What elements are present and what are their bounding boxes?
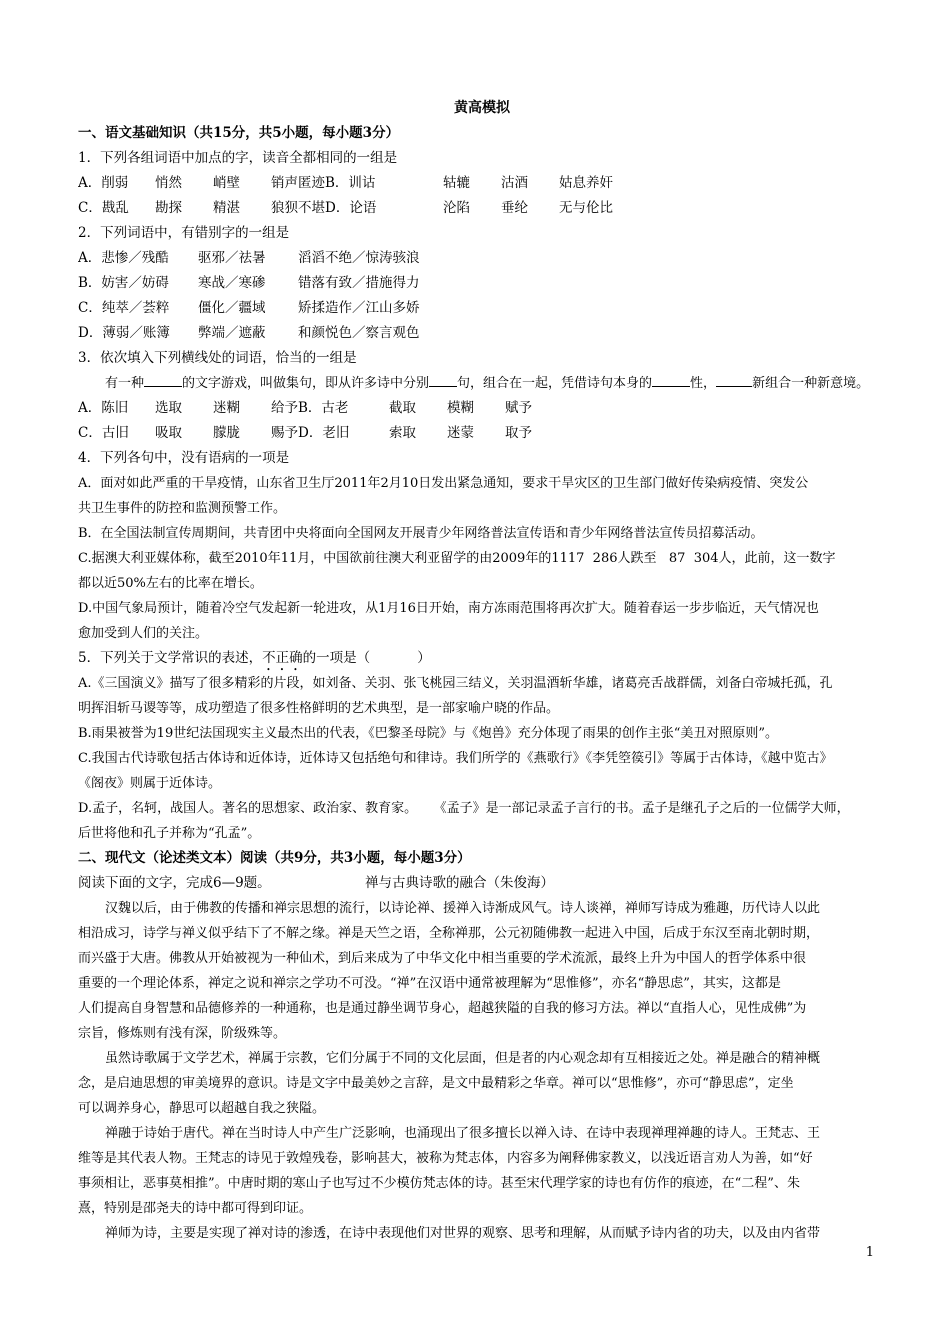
q2-c-1: C．纯萃／荟粹 — [78, 300, 170, 316]
q3-a-w7: 赋予 — [505, 400, 532, 416]
q3-a-w1: A．陈旧 — [78, 400, 129, 416]
p3-line4: 熹，特别是邵尧夫的诗中都可得到印证。 — [78, 1201, 313, 1216]
q3-c-w4: 赐予D．老旧 — [271, 425, 350, 441]
q3-a-w5: 截取 — [389, 400, 416, 416]
q3-text-4: 性， — [690, 376, 717, 391]
q3-c-w6: 迷蒙 — [447, 425, 474, 441]
p1-line4: 重要的一个理论体系，禅定之说和禅宗之学功不可没。“禅”在汉语中通常被理解为“思惟修”，亦名“静思虑”，其实，这都是 — [78, 976, 781, 991]
q1-c-w5: 沦陷 — [443, 200, 470, 216]
q5-stem-tail: 的一项是（ ） — [302, 650, 431, 666]
q2-option-d — [78, 321, 886, 346]
reading-instructions: 阅读下面的文字，完成6—9题。 — [78, 875, 271, 891]
q5-stem-text: 5．下列关于文学常识的表述， — [78, 650, 263, 666]
q2-b-2: 寒战／寒碜 — [198, 275, 266, 291]
p2-line1: 虽然诗歌属于文学艺术，禅属于宗教，它们分属于不同的文化层面，但是者的内心观念却有互相接近之处。禅是融合的精神概 — [105, 1051, 821, 1066]
q1-c-w3: 精湛 — [213, 200, 240, 216]
q2-d-3: 和颜悦色／察言观色 — [298, 325, 420, 341]
document-title: 黄高模拟 — [454, 100, 510, 116]
q2-c-3: 矫揉造作／江山多娇 — [298, 300, 420, 316]
q4-option-d-line2: 愈加受到人们的关注。 — [78, 626, 209, 641]
q3-text-2: 的文字游戏，叫做集句，即从许多诗中分别 — [182, 376, 430, 391]
q5-option-d-line1: D.孟子，名轲，战国人。著名的思想家、政治家、教育家。 《孟子》是一部记录孟子言行的书。孟子是继孔子之后的一位儒学大师， — [78, 801, 850, 816]
p1-line6: 宗旨，修炼则有浅有深，阶级殊等。 — [78, 1026, 287, 1041]
q1-a-w5: 轱辘 — [443, 175, 470, 191]
q1-a-w6: 沽酒 — [501, 175, 528, 191]
q3-c-w3: 朦胧 — [213, 425, 240, 441]
p1-line3: 而兴盛于大唐。佛教从开始被视为一种仙术，到后来成为了中华文化中相当重要的学术流派，最终上升为中国人的哲学体系中很 — [78, 951, 807, 966]
q2-a-3: 滔滔不绝／惊涛骇浪 — [298, 250, 420, 266]
q1-a-w4: 销声匿迹B．训诂 — [271, 175, 376, 191]
p1-line5: 人们提高自身智慧和品德修养的一种通称，也是通过静坐调节身心，超越狭隘的自我的修习方法。禅以“直指人心，见性成佛”为 — [78, 1001, 807, 1016]
q4-option-b: B．在全国法制宣传周期间，共青团中央将面向全国网友开展青少年网络普法宣传语和青少年网络普法宣传员招募活动。 — [78, 526, 764, 541]
q5-option-a-line1: A.《三国演义》描写了很多精彩的片段，如刘备、关羽、张飞桃园三结义，关羽温酒斩华雄，诸葛亮舌战群儒，刘备白帝城托孤，孔 — [78, 676, 833, 691]
article-title: 禅与古典诗歌的融合（朱俊海） — [365, 875, 554, 891]
q3-a-w6: 模糊 — [447, 400, 474, 416]
p2-line3: 可以调养身心，静思可以超越自我之狭隘。 — [78, 1101, 326, 1116]
q3-c-w5: 索取 — [389, 425, 416, 441]
q4-option-c-line1: C.据澳大利亚媒体称，截至2010年11月，中国欲前往澳大利亚留学的由2009年的1117 286人跌至 87 304人，此前，这一数字 — [78, 551, 836, 566]
p1-line1: 汉魏以后，由于佛教的传播和禅宗思想的流行，以诗论禅、援禅入诗渐成风气。诗人谈禅，禅师写诗成为雅趣，历代诗人以此 — [105, 901, 821, 916]
section-2-heading: 二、现代文（论述类文本）阅读（共9分，共3小题，每小题3分） — [78, 850, 471, 866]
q3-text-1: 有一种 — [105, 376, 145, 391]
p3-line3: 事须相让，恶事莫相推”。中唐时期的寒山子也写过不少模仿梵志体的诗。甚至宋代理学家的诗也有仿作的痕迹，在“二程”、朱 — [78, 1176, 800, 1191]
q4-option-c-line2: 都以近50%左右的比率在增长。 — [78, 576, 263, 591]
q1-stem: 1．下列各组词语中加点的字，读音全都相同的一组是 — [78, 150, 398, 166]
p2-line2: 念，是启迪思想的审美境界的意识。诗是文字中最美妙之言辞，是文中最精彩之华章。禅可以“思惟修”，亦可“静思虑”，定坐 — [78, 1076, 794, 1091]
q3-a-w4: 给予B．古老 — [271, 400, 349, 416]
section-1-heading: 一、语文基础知识（共15分，共5小题，每小题3分） — [78, 125, 400, 141]
q3-blank-1 — [144, 372, 182, 387]
q4-option-a-line2: 共卫生事件的防控和监测预警工作。 — [78, 501, 287, 516]
q3-blank-3 — [652, 372, 690, 387]
q5-option-a-line2: 明挥泪斩马谡等等，成功塑造了很多性格鲜明的艺术典型，是一部家喻户晓的作品。 — [78, 701, 560, 716]
q1-a-w3: 峭壁 — [213, 175, 240, 191]
q1-c-w7: 无与伦比 — [559, 200, 613, 216]
q1-a-w2: 悄然 — [155, 175, 182, 191]
document-page — [78, 95, 886, 1246]
q4-option-d-line1: D.中国气象局预计，随着冷空气发起新一轮进攻，从1月16日开始，南方冻雨范围将再次扩大。随着春运一步步临近，天气情况也 — [78, 601, 819, 616]
q3-row-c — [78, 421, 886, 446]
q3-row-a — [78, 396, 886, 421]
q5-option-c-line1: C.我国古代诗歌包括古体诗和近体诗，近体诗又包括绝句和律诗。我们所学的《燕歌行》《李凭箜篌引》等属于古体诗，《越中览古》 — [78, 751, 833, 766]
q1-row-a — [78, 171, 886, 196]
q2-a-2: 驱邪／祛暑 — [198, 250, 266, 266]
q2-c-2: 僵化／疆域 — [198, 300, 266, 316]
q5-option-c-line2: 《阁夜》则属于近体诗。 — [78, 776, 222, 791]
q4-option-a-line1: A．面对如此严重的干旱疫情，山东省卫生厅2011年2月10日发出紧急通知，要求干旱灾区的卫生部门做好传染病疫情、突发公 — [78, 476, 809, 491]
q1-row-c — [78, 196, 886, 221]
q3-blank-2 — [429, 372, 457, 387]
p4-line1: 禅师为诗，主要是实现了禅对诗的渗透，在诗中表现他们对世界的观察、思考和理解，从而赋予诗内省的功夫，以及由内省带 — [105, 1226, 821, 1241]
q3-text-5: 新组合一种新意境。 — [752, 376, 870, 391]
q3-stem: 3．依次填入下列横线处的词语，恰当的一组是 — [78, 350, 357, 366]
q1-a-w7: 姑息养奸 — [559, 175, 613, 191]
q2-option-c — [78, 296, 886, 321]
q5-stem — [78, 646, 886, 671]
q5-option-b: B.雨果被誉为19世纪法国现实主义最杰出的代表，《巴黎圣母院》与《炮兽》充分体现了雨果的创作主张“美丑对照原则”。 — [78, 726, 779, 741]
q3-c-w2: 吸取 — [155, 425, 182, 441]
page-number: 1 — [865, 1245, 874, 1260]
q2-b-1: B．妨害／妨碍 — [78, 275, 169, 291]
q3-a-w3: 迷糊 — [213, 400, 240, 416]
q2-option-b — [78, 271, 886, 296]
p3-line2: 维等是其代表人物。王梵志的诗见于敦煌残卷，影响甚大，被称为梵志体，内容多为阐释佛家教义，以浅近语言劝人为善，如“好 — [78, 1151, 813, 1166]
q3-c-w1: C．古旧 — [78, 425, 129, 441]
q1-c-w1: C．戡乱 — [78, 200, 129, 216]
reading-intro-line — [78, 871, 886, 896]
q2-d-1: D．薄弱／账簿 — [78, 325, 170, 341]
q2-d-2: 弊端／遮蔽 — [198, 325, 266, 341]
q1-a-w1: A．削弱 — [78, 175, 129, 191]
q3-a-w2: 选取 — [155, 400, 182, 416]
q2-stem: 2．下列词语中，有错别字的一组是 — [78, 225, 290, 241]
q5-stem-emphasis: 不正确 — [262, 650, 303, 666]
q5-option-d-line2: 后世将他和孔子并称为“孔孟”。 — [78, 826, 261, 841]
q4-stem: 4．下列各句中，没有语病的一项是 — [78, 450, 290, 466]
p1-line2: 相沿成习，诗学与禅义似乎结下了不解之缘。禅是天竺之语，全称禅那，公元初随佛教一起进入中国，后成于东汉至南北朝时期， — [78, 926, 820, 941]
q1-c-w2: 勘探 — [155, 200, 182, 216]
q3-text-3: 句，组合在一起，凭借诗句本身的 — [457, 376, 653, 391]
p3-line1: 禅融于诗始于唐代。禅在当时诗人中产生广泛影响，也涌现出了很多擅长以禅入诗、在诗中表现禅理禅趣的诗人。王梵志、王 — [105, 1126, 821, 1141]
q1-c-w6: 垂纶 — [501, 200, 528, 216]
q2-option-a — [78, 246, 886, 271]
q2-b-3: 错落有致／措施得力 — [298, 275, 420, 291]
q3-blank-4 — [716, 372, 752, 387]
q1-c-w4: 狼狈不堪D．论语 — [271, 200, 377, 216]
q3-c-w7: 取予 — [505, 425, 532, 441]
q3-passage — [78, 371, 886, 396]
q2-a-1: A．悲惨／残酷 — [78, 250, 169, 266]
